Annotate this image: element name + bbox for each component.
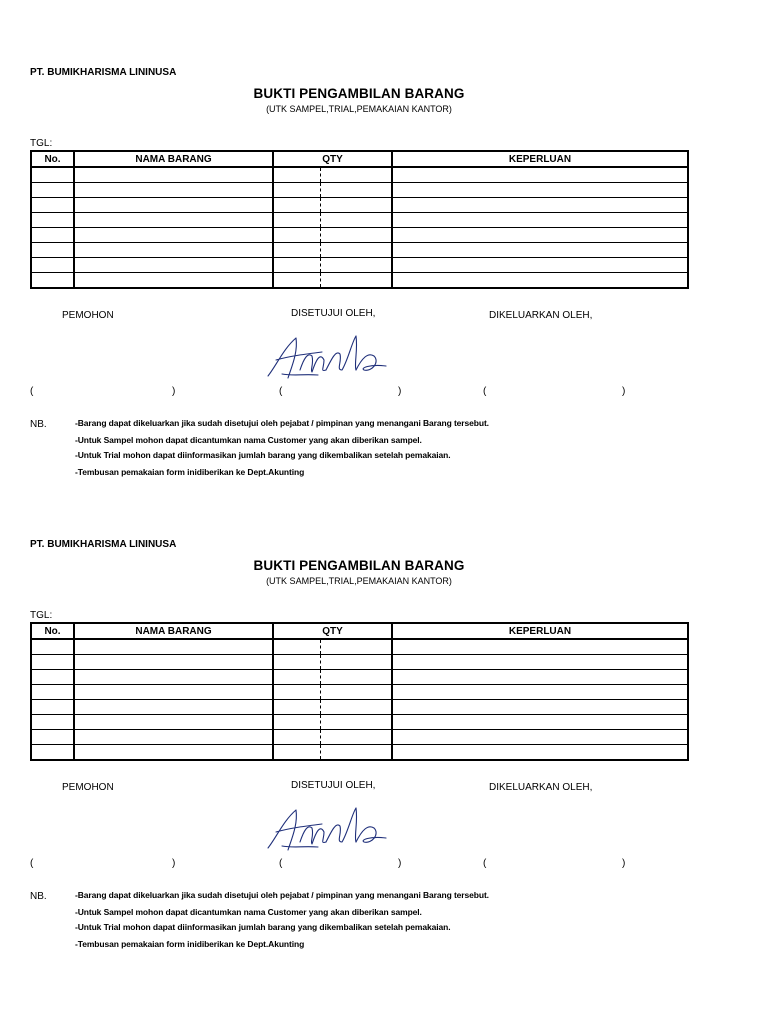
cell-purpose — [392, 213, 688, 228]
table-row — [31, 258, 688, 273]
cell-purpose — [392, 228, 688, 243]
cell-qty — [273, 258, 392, 273]
cell-item-name — [74, 198, 273, 213]
table-row — [31, 685, 688, 700]
cell-purpose — [392, 655, 688, 670]
company-name: PT. BUMIKHARISMA LININUSA — [30, 67, 177, 78]
applicant-name-close-paren: ) — [172, 386, 176, 397]
cell-purpose — [392, 745, 688, 761]
approved-by-label: DISETUJUI OLEH, — [291, 780, 376, 791]
cell-no — [31, 700, 74, 715]
note-line: -Untuk Trial mohon dapat diinformasikan jumlah barang yang dikembalikan setelah pemakaian. — [75, 922, 451, 932]
cell-item-name — [74, 213, 273, 228]
applicant-name-open-paren: ( — [30, 858, 34, 869]
cell-qty — [273, 183, 392, 198]
table-row — [31, 198, 688, 213]
company-name: PT. BUMIKHARISMA LININUSA — [30, 539, 177, 550]
issuer-name-open-paren: ( — [483, 386, 487, 397]
items-table — [30, 150, 689, 289]
cell-no — [31, 273, 74, 289]
cell-qty — [273, 685, 392, 700]
column-header-no: No. — [31, 151, 74, 167]
items-table — [30, 622, 689, 761]
issuer-name-close-paren: ) — [622, 386, 626, 397]
table-row — [31, 700, 688, 715]
cell-purpose — [392, 273, 688, 289]
cell-qty — [273, 167, 392, 183]
cell-no — [31, 213, 74, 228]
cell-no — [31, 670, 74, 685]
column-header-qty: QTY — [273, 623, 392, 639]
cell-item-name — [74, 258, 273, 273]
cell-no — [31, 198, 74, 213]
note-line: -Tembusan pemakaian form inidiberikan ke Dept.Akunting — [75, 939, 305, 949]
cell-item-name — [74, 228, 273, 243]
cell-purpose — [392, 167, 688, 183]
applicant-label: PEMOHON — [62, 310, 114, 321]
table-row — [31, 730, 688, 745]
nb-label: NB. — [30, 419, 47, 430]
applicant-name-close-paren: ) — [172, 858, 176, 869]
cell-no — [31, 167, 74, 183]
note-line: -Untuk Sampel mohon dapat dicantumkan nama Customer yang akan diberikan sampel. — [75, 435, 422, 445]
date-label: TGL: — [30, 610, 53, 621]
cell-purpose — [392, 670, 688, 685]
cell-qty — [273, 655, 392, 670]
note-line: -Untuk Trial mohon dapat diinformasikan jumlah barang yang dikembalikan setelah pemakaian. — [75, 450, 451, 460]
cell-qty — [273, 730, 392, 745]
cell-purpose — [392, 685, 688, 700]
cell-qty — [273, 700, 392, 715]
cell-item-name — [74, 655, 273, 670]
cell-item-name — [74, 730, 273, 745]
cell-qty — [273, 273, 392, 289]
signature-image — [262, 330, 392, 382]
column-header-item-name: NAMA BARANG — [74, 151, 273, 167]
cell-purpose — [392, 258, 688, 273]
note-line: -Barang dapat dikeluarkan jika sudah disetujui oleh pejabat / pimpinan yang menangani Barang tersebut. — [75, 890, 489, 900]
cell-qty — [273, 670, 392, 685]
issued-by-label: DIKELUARKAN OLEH, — [489, 310, 593, 321]
cell-no — [31, 228, 74, 243]
cell-qty — [273, 243, 392, 258]
date-label: TGL: — [30, 138, 53, 149]
note-line: -Untuk Sampel mohon dapat dicantumkan nama Customer yang akan diberikan sampel. — [75, 907, 422, 917]
cell-no — [31, 655, 74, 670]
table-row — [31, 167, 688, 183]
applicant-name-open-paren: ( — [30, 386, 34, 397]
table-row — [31, 213, 688, 228]
cell-qty — [273, 213, 392, 228]
form-subtitle: (UTK SAMPEL,TRIAL,PEMAKAIAN KANTOR) — [266, 104, 452, 114]
signature-image — [262, 802, 392, 854]
cell-item-name — [74, 639, 273, 655]
approver-name-close-paren: ) — [398, 386, 402, 397]
approver-name-open-paren: ( — [279, 386, 283, 397]
table-row — [31, 243, 688, 258]
issuer-name-open-paren: ( — [483, 858, 487, 869]
cell-purpose — [392, 198, 688, 213]
column-header-item-name: NAMA BARANG — [74, 623, 273, 639]
note-line: -Barang dapat dikeluarkan jika sudah disetujui oleh pejabat / pimpinan yang menangani Barang tersebut. — [75, 418, 489, 428]
table-row — [31, 228, 688, 243]
column-header-qty: QTY — [273, 151, 392, 167]
cell-no — [31, 745, 74, 761]
cell-item-name — [74, 715, 273, 730]
cell-no — [31, 639, 74, 655]
cell-item-name — [74, 700, 273, 715]
cell-item-name — [74, 745, 273, 761]
table-row — [31, 183, 688, 198]
form-title: BUKTI PENGAMBILAN BARANG — [253, 558, 465, 573]
cell-qty — [273, 745, 392, 761]
cell-purpose — [392, 183, 688, 198]
cell-no — [31, 715, 74, 730]
cell-qty — [273, 228, 392, 243]
table-row — [31, 639, 688, 655]
cell-no — [31, 685, 74, 700]
cell-purpose — [392, 243, 688, 258]
cell-no — [31, 730, 74, 745]
cell-item-name — [74, 670, 273, 685]
cell-purpose — [392, 715, 688, 730]
cell-purpose — [392, 700, 688, 715]
cell-purpose — [392, 730, 688, 745]
note-line: -Tembusan pemakaian form inidiberikan ke Dept.Akunting — [75, 467, 305, 477]
column-header-purpose: KEPERLUAN — [392, 623, 688, 639]
cell-qty — [273, 639, 392, 655]
cell-item-name — [74, 243, 273, 258]
form-block-bottom — [0, 472, 768, 949]
table-row — [31, 745, 688, 761]
nb-label: NB. — [30, 891, 47, 902]
table-row — [31, 273, 688, 289]
form-block-top — [0, 0, 768, 477]
table-header-row — [31, 623, 688, 639]
column-header-purpose: KEPERLUAN — [392, 151, 688, 167]
cell-qty — [273, 198, 392, 213]
table-header-row — [31, 151, 688, 167]
applicant-label: PEMOHON — [62, 782, 114, 793]
cell-item-name — [74, 685, 273, 700]
approver-name-close-paren: ) — [398, 858, 402, 869]
approved-by-label: DISETUJUI OLEH, — [291, 308, 376, 319]
column-header-no: No. — [31, 623, 74, 639]
issuer-name-close-paren: ) — [622, 858, 626, 869]
cell-item-name — [74, 183, 273, 198]
cell-no — [31, 183, 74, 198]
cell-item-name — [74, 273, 273, 289]
form-subtitle: (UTK SAMPEL,TRIAL,PEMAKAIAN KANTOR) — [266, 576, 452, 586]
table-row — [31, 715, 688, 730]
table-row — [31, 670, 688, 685]
cell-no — [31, 258, 74, 273]
cell-purpose — [392, 639, 688, 655]
cell-no — [31, 243, 74, 258]
cell-item-name — [74, 167, 273, 183]
cell-qty — [273, 715, 392, 730]
approver-name-open-paren: ( — [279, 858, 283, 869]
issued-by-label: DIKELUARKAN OLEH, — [489, 782, 593, 793]
table-row — [31, 655, 688, 670]
form-title: BUKTI PENGAMBILAN BARANG — [253, 86, 465, 101]
